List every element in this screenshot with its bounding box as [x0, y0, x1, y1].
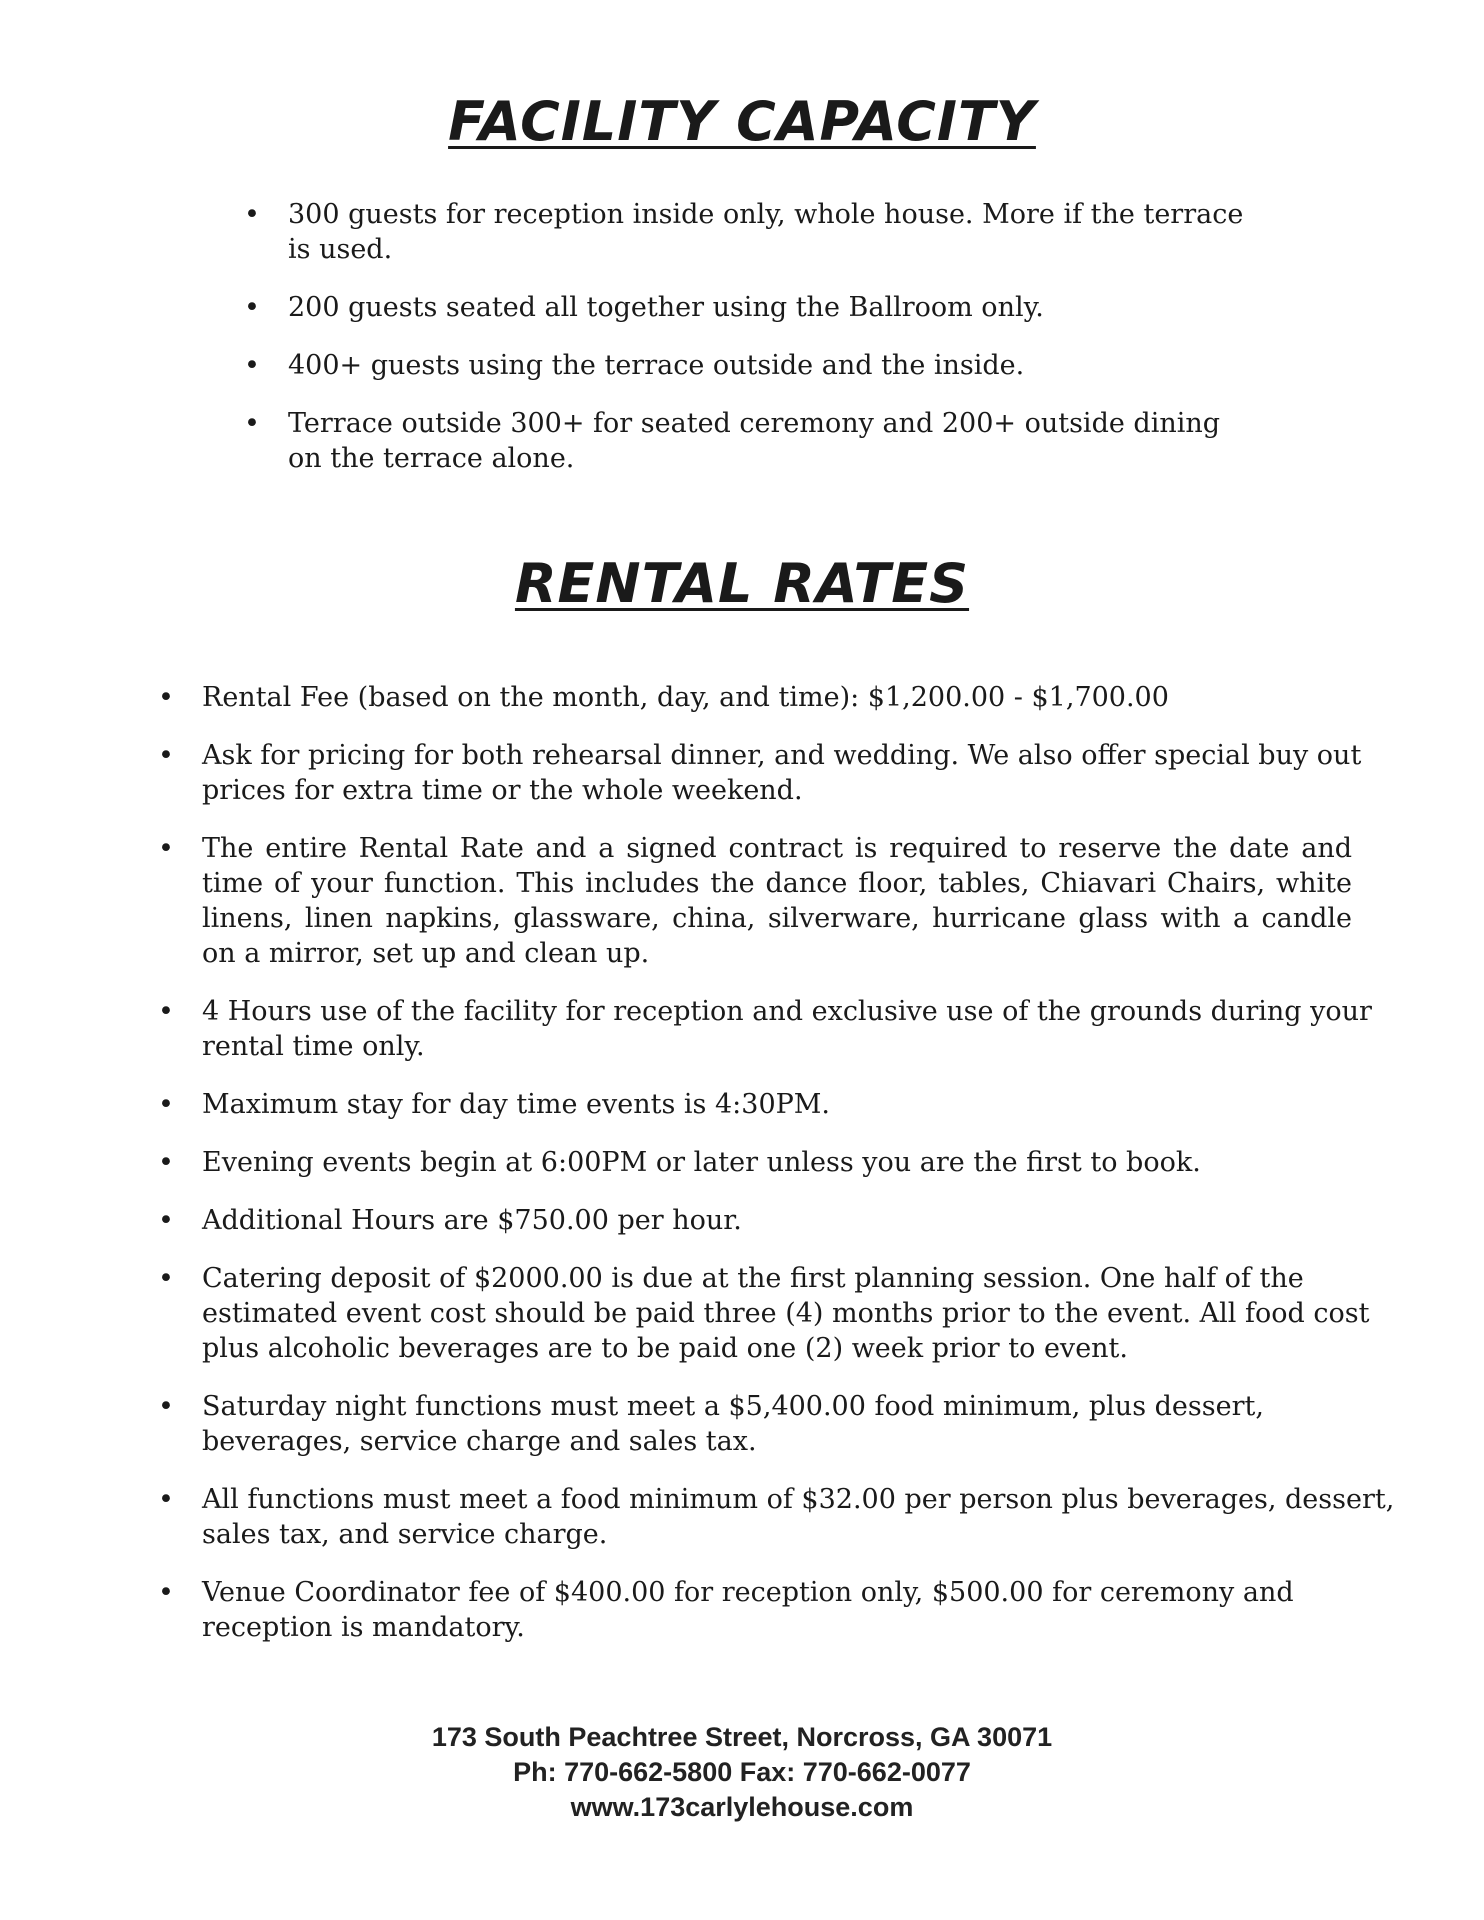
- list-item: • Ask for pricing for both rehearsal dinner, and wedding. We also offer special buy out prices for extra time or the whole weekend.: [158, 738, 1398, 808]
- list-item: • Terrace outside 300+ for seated ceremony and 200+ outside dining on the terrace alone.: [244, 406, 1228, 476]
- list-item: • Rental Fee (based on the month, day, and time): $1,200.00 - $1,700.00: [158, 680, 1398, 715]
- website-line: www.173carlylehouse.com: [570, 1792, 914, 1822]
- list-item: • All functions must meet a food minimum of $32.00 per person plus beverages, dessert, sales tax, and service charge.: [158, 1482, 1398, 1552]
- list-item: • Maximum stay for day time events is 4:30PM.: [158, 1087, 1398, 1122]
- facility-capacity-heading: FACILITY CAPACITY: [448, 90, 1036, 153]
- rates-list: [158, 680, 1398, 1668]
- rental-rates-heading: RENTAL RATES: [514, 552, 970, 615]
- list-item: • 300 guests for reception inside only, whole house. More if the terrace is used.: [244, 197, 1258, 267]
- list-item: • Evening events begin at 6:00PM or later unless you are the first to book.: [158, 1145, 1398, 1180]
- list-item: • The entire Rental Rate and a signed contract is required to reserve the date and time of your function. This includes the dance floor, tables, Chiavari Chairs, white linens, linen napkins, glassware, china, silverware, hurricane glass with a candle on a mirror, set up and clean up.: [158, 831, 1352, 971]
- list-item: • 400+ guests using the terrace outside and the inside.: [244, 348, 1244, 383]
- phone-fax-line: Ph: 770-662-5800 Fax: 770-662-0077: [513, 1757, 971, 1787]
- list-item: • 200 guests seated all together using the Ballroom only.: [244, 290, 1244, 325]
- list-item: • 4 Hours use of the facility for reception and exclusive use of the grounds during your rental time only.: [158, 994, 1398, 1064]
- list-item: • Venue Coordinator fee of $400.00 for reception only, $500.00 for ceremony and reception is mandatory.: [158, 1575, 1398, 1645]
- contact-footer: [0, 1720, 1484, 1825]
- list-item: • Catering deposit of $2000.00 is due at the first planning session. One half of the estimated event cost should be paid three (4) months prior to the event. All food cost plus alcoholic beverages are to be paid one (2) week prior to event.: [158, 1261, 1398, 1366]
- list-item: • Saturday night functions must meet a $5,400.00 food minimum, plus dessert, beverages, service charge and sales tax.: [158, 1389, 1398, 1459]
- address-line: 173 South Peachtree Street, Norcross, GA 30071: [431, 1722, 1053, 1752]
- list-item: • Additional Hours are $750.00 per hour.: [158, 1203, 1398, 1238]
- capacity-list: [244, 197, 1244, 499]
